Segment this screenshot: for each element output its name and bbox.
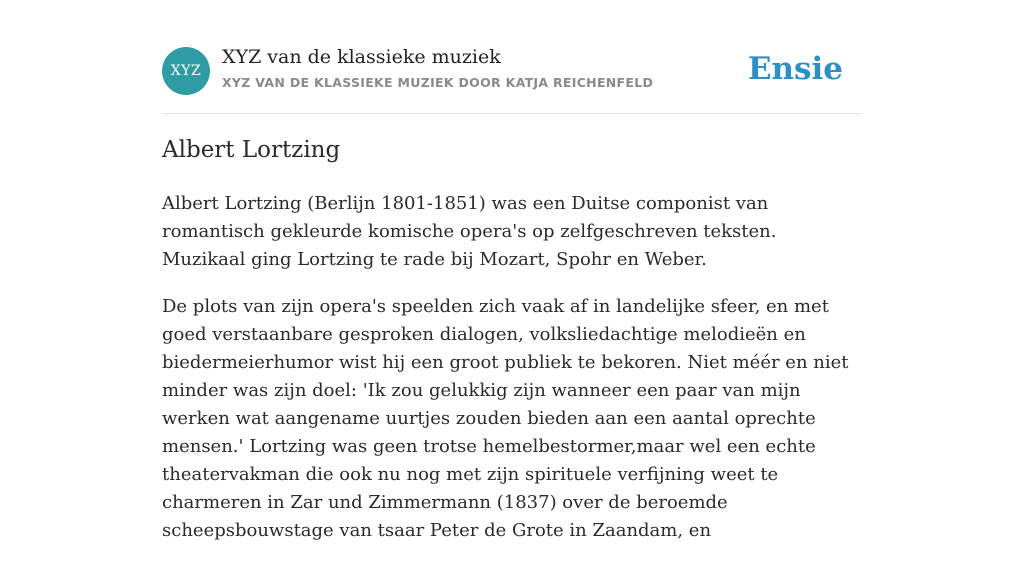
publication-subtitle: XYZ VAN DE KLASSIEKE MUZIEK DOOR KATJA REICHENFELD [222,75,654,90]
article-paragraph: De plots van zijn opera's speelden zich vaak af in landelijke sfeer, en met goed verstaanbare gesproken dialogen, volksliedachtige melodieën en biedermeierhumor wist hij een groot publiek te bekoren. Niet méér en niet minder was zijn doel: 'Ik zou gelukkig zijn wanneer een paar van mijn werken wat aangename uurtjes zouden bieden aan een aantal oprechte mensen.' Lortzing was geen trotse hemelbestormer,maar wel een echte theatervakman die ook nu nog met zijn spirituele verfijning weet te charmeren in Zar und Zimmermann (1837) over de beroemde scheepsbouwstage van tsaar Peter de Grote in Zaandam, en [162,296,849,541]
article-paragraph: Albert Lortzing (Berlijn 1801-1851) was een Duitse componist van romantisch gekleurde komische opera's op zelfgeschreven teksten. Muzikaal ging Lortzing te rade bij Mozart, Spohr en Weber. [162,193,777,270]
publication-avatar[interactable]: XYZ [162,47,210,95]
brand-logo[interactable]: Ensie [747,51,843,87]
article-body [162,190,864,564]
header-divider [162,113,862,114]
publication-header [162,46,862,96]
publication-title[interactable]: XYZ van de klassieke muziek [222,46,501,68]
article-title: Albert Lortzing [162,137,341,163]
